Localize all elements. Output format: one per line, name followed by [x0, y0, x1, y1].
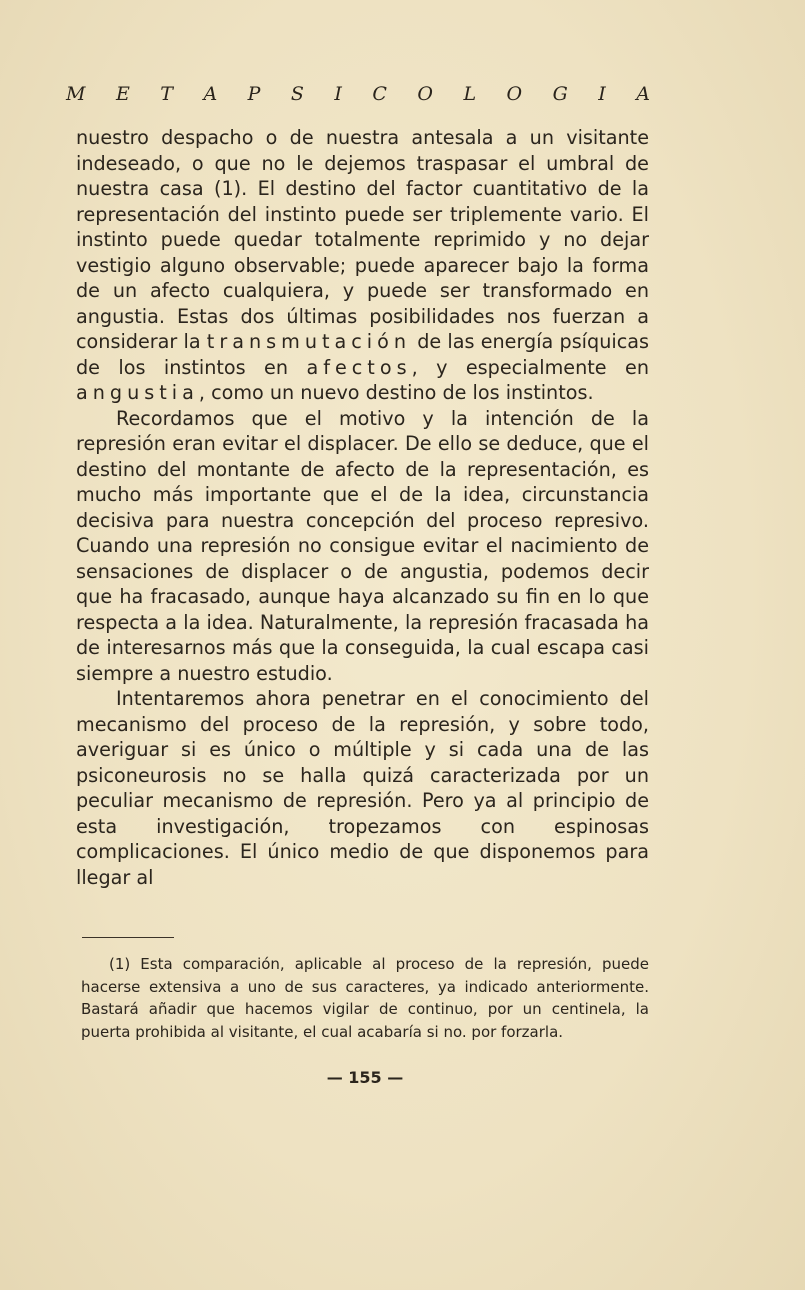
paragraph-1-text-3: , y especialmente en — [411, 355, 649, 379]
paragraph-1-text-4: , como un nuevo destino de los instintos. — [198, 381, 594, 404]
emphasis-transmutacion: transmutación — [206, 330, 412, 353]
running-head-letter: P — [247, 83, 261, 105]
paragraph-1 — [76, 125, 649, 406]
running-head-letter: A — [636, 83, 650, 105]
running-head-letter: I — [334, 83, 342, 105]
paragraph-1-text-2: de las energía psíquicas de los instintos en — [76, 330, 649, 379]
running-head-letter: G — [552, 83, 568, 105]
body-text — [76, 125, 649, 890]
running-head-letter: L — [463, 83, 477, 105]
running-head — [66, 83, 650, 105]
running-head-letter: A — [203, 83, 218, 105]
emphasis-angustia: angustia — [76, 381, 199, 404]
running-head-letter: T — [160, 83, 173, 105]
page-number: — 155 — — [326, 1068, 404, 1087]
running-head-letter: O — [506, 83, 523, 105]
running-head-letter: M — [66, 83, 86, 105]
running-head-letter: I — [598, 83, 606, 105]
footnote: (1) Esta comparación, aplicable al proceso de la represión, puede hacerse extensiva a uno de sus caracteres, ya indicado anteriormente. Bastará añadir que hacemos vigilar de continuo, por un centinela, la puerta prohibida al visitante, el cual acabaría si no. por forzarla. — [81, 955, 649, 1041]
footnote-divider — [82, 937, 174, 938]
running-head-letter: C — [372, 83, 387, 105]
emphasis-afectos: afectos — [306, 355, 412, 379]
paragraph-3: Intentaremos ahora penetrar en el conocimiento del mecanismo del proceso de la represión, y sobre todo, averiguar si es único o múltiple y si cada una de las psiconeurosis no se halla quizá caracterizada por un peculiar mecanismo de represión. Pero ya al principio de esta investigación, tropezamos con espinosas complicaciones. El único medio de que disponemos para llegar al — [76, 687, 649, 889]
paragraph-2: Recordamos que el motivo y la intención de la represión eran evitar el displacer. De ello se deduce, que el destino del montante de afecto de la representación, es mucho más importante que el de la idea, circunstancia decisiva para nuestra concepción del proceso represivo. Cuando una represión no consigue evitar el nacimiento de sensaciones de displacer o de angustia, podemos decir que ha fracasado, aunque haya alcanzado su fin en lo que respecta a la idea. Naturalmente, la represión fracasada ha de interesarnos más que la conseguida, la cual escapa casi siempre a nuestro estudio. — [76, 406, 649, 685]
running-head-letter: O — [417, 83, 433, 105]
running-head-letter: E — [115, 83, 130, 105]
running-head-letter: S — [290, 83, 304, 105]
paragraph-1-text: nuestro despacho o de nuestra antesala a un visitante indeseado, o que no le dejemos traspasar el umbral de nuestra casa (1). El destino del factor cuantitativo de la representación del instinto puede ser triplemente vario. El instinto puede quedar totalmente reprimido y no dejar vestigio alguno observable; puede aparecer bajo la forma de un afecto cualquiera, y puede ser transformado en angustia. Estas dos últimas posibilidades nos fuerzan a considerar la — [76, 126, 649, 353]
